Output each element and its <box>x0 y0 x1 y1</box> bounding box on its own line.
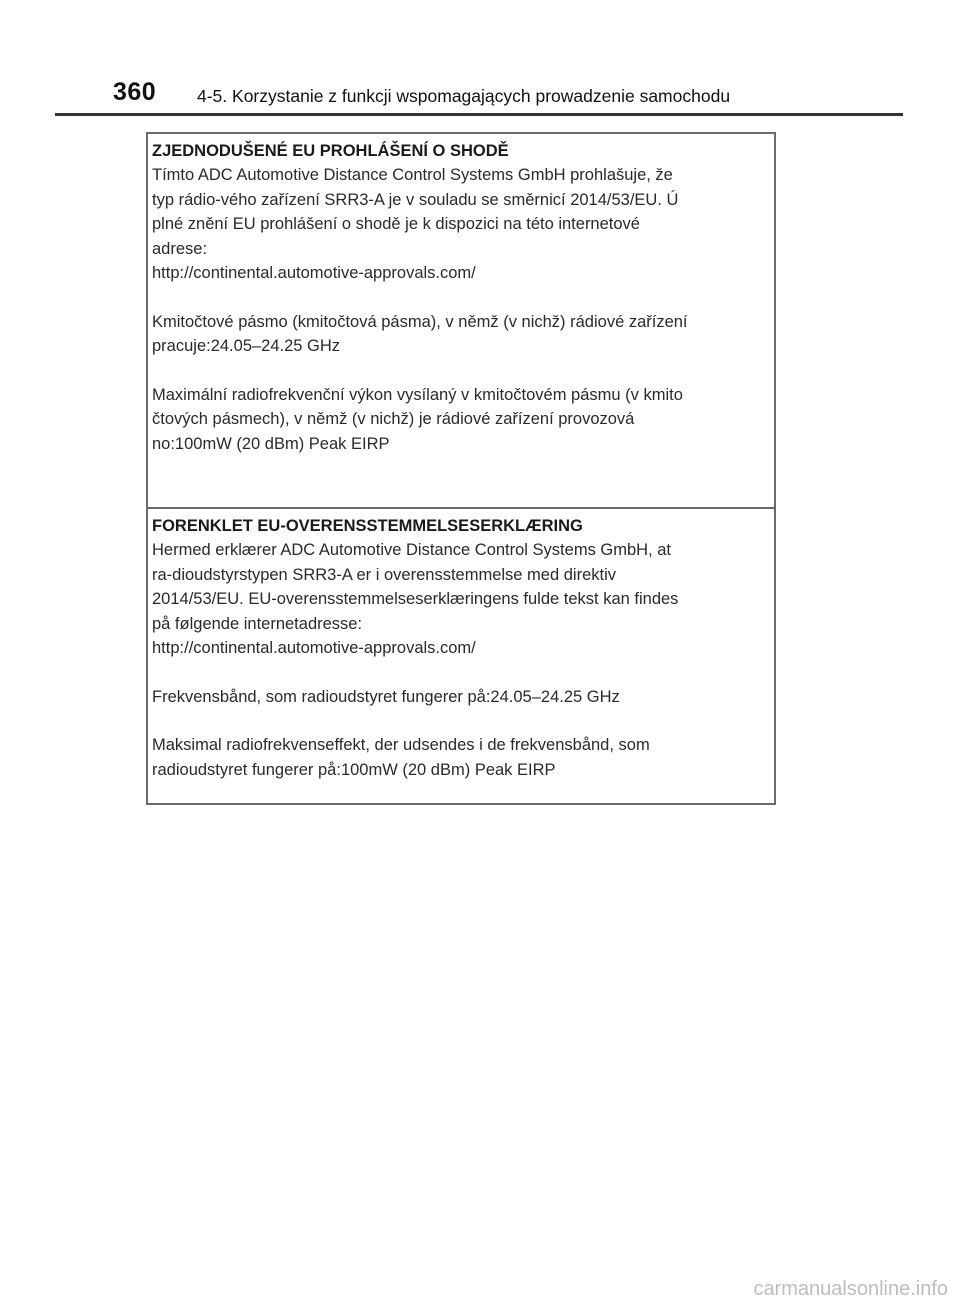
section-czech-declaration <box>148 134 774 507</box>
page-header <box>0 0 960 118</box>
section-danish-declaration <box>148 509 774 803</box>
declaration-paragraph: Hermed erklærer ADC Automotive Distance Control Systems GmbH, at ra-dioudstyrstypen SRR3-A er i overensstemmelse med direktiv 2014/53/EU. EU-overensstemmelseserklæringens fulde tekst kan findes på følgende internetadresse: http://continental.automotive-approvals.com/ <box>152 541 679 657</box>
declaration-paragraph: Tímto ADC Automotive Distance Control Systems GmbH prohlašuje, že typ rádio-vého zařízení SRR3-A je v souladu se směrnicí 2014/53/EU. Ú plné znění EU prohlášení o shodě je k dispozici na této internetové adrese: http://continental.automotive-approvals.com/ <box>152 166 679 282</box>
declaration-box <box>146 132 776 805</box>
max-power-paragraph: Maksimal radiofrekvenseffekt, der udsendes i de frekvensbånd, som radioudstyret fungerer på:100mW (20 dBm) Peak EIRP <box>152 736 650 779</box>
header-rule <box>55 113 903 116</box>
frequency-band-paragraph: Frekvensbånd, som radioudstyret fungerer på:24.05–24.25 GHz <box>152 687 620 706</box>
chapter-title: 4-5. Korzystanie z funkcji wspomagających prowadzenie samochodu <box>197 86 731 106</box>
section-heading: FORENKLET EU-OVERENSSTEMMELSESERKLÆRING <box>152 517 583 535</box>
frequency-band-paragraph: Kmitočtové pásmo (kmitočtová pásma), v němž (v nichž) rádiové zařízení pracuje:24.05–24.25 GHz <box>152 312 688 355</box>
section-heading: ZJEDNODUŠENÉ EU PROHLÁŠENÍ O SHODĚ <box>152 142 509 160</box>
max-power-paragraph: Maximální radiofrekvenční výkon vysílaný v kmitočtovém pásmu (v kmito čtových pásmech), v němž (v nichž) je rádiové zařízení provozová no:100mW (20 dBm) Peak EIRP <box>152 385 683 453</box>
watermark-text: carmanualsonline.info <box>753 1278 948 1300</box>
page-number: 360 <box>113 78 157 106</box>
